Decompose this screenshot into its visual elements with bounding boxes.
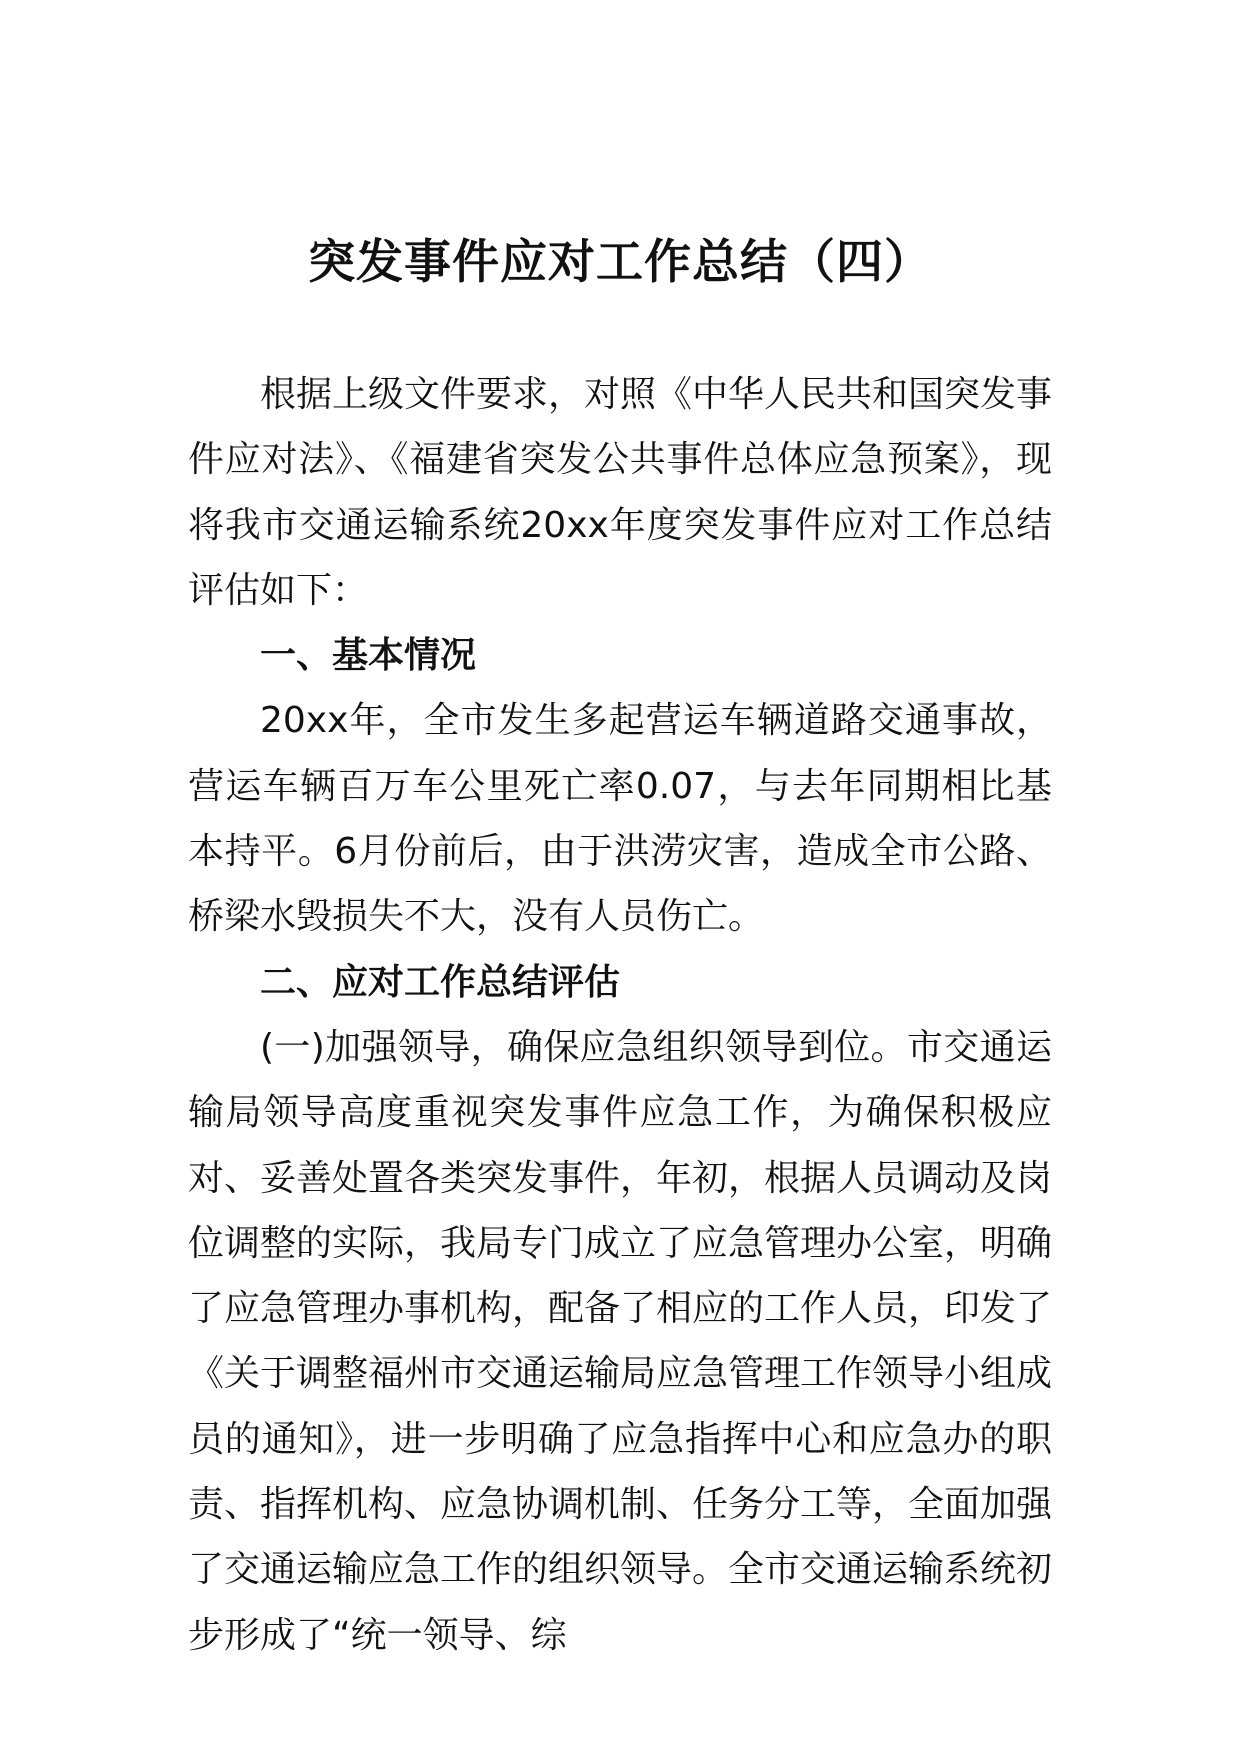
basic-situation-paragraph: 20xx年，全市发生多起营运车辆道路交通事故，营运车辆百万车公里死亡率0.07，与去年同期相比基本持平。6月份前后，由于洪涝灾害，造成全市公路、桥梁水毁损失不大，没有人员伤亡。 — [188, 700, 1052, 938]
intro-paragraph: 根据上级文件要求，对照《中华人民共和国突发事件应对法》、《福建省突发公共事件总体应急预案》，现将我市交通运输系统20xx年度突发事件应对工作总结评估如下： — [188, 374, 1053, 611]
document-title: 突发事件应对工作总结（四） — [308, 235, 932, 290]
document-body — [188, 362, 1052, 1668]
section-heading-basic-situation: 一、基本情况 — [260, 635, 477, 677]
section-heading-evaluation: 二、应对工作总结评估 — [260, 961, 621, 1003]
evaluation-paragraph: (一)加强领导，确保应急组织领导到位。市交通运输局领导高度重视突发事件应急工作，为确保积极应对、妥善处置各类突发事件，年初，根据人员调动及岗位调整的实际，我局专门成立了应急管理办公室，明确了应急管理办事机构，配备了相应的工作人员，印发了《关于调整福州市交通运输局应急管理工作领导小组成员的通知》，进一步明确了应急指挥中心和应急办的职责、指挥机构、应急协调机制、任务分工等，全面加强了交通运输应急工作的组织领导。全市交通运输系统初步形成了“统一领导、综 — [188, 1026, 1053, 1656]
